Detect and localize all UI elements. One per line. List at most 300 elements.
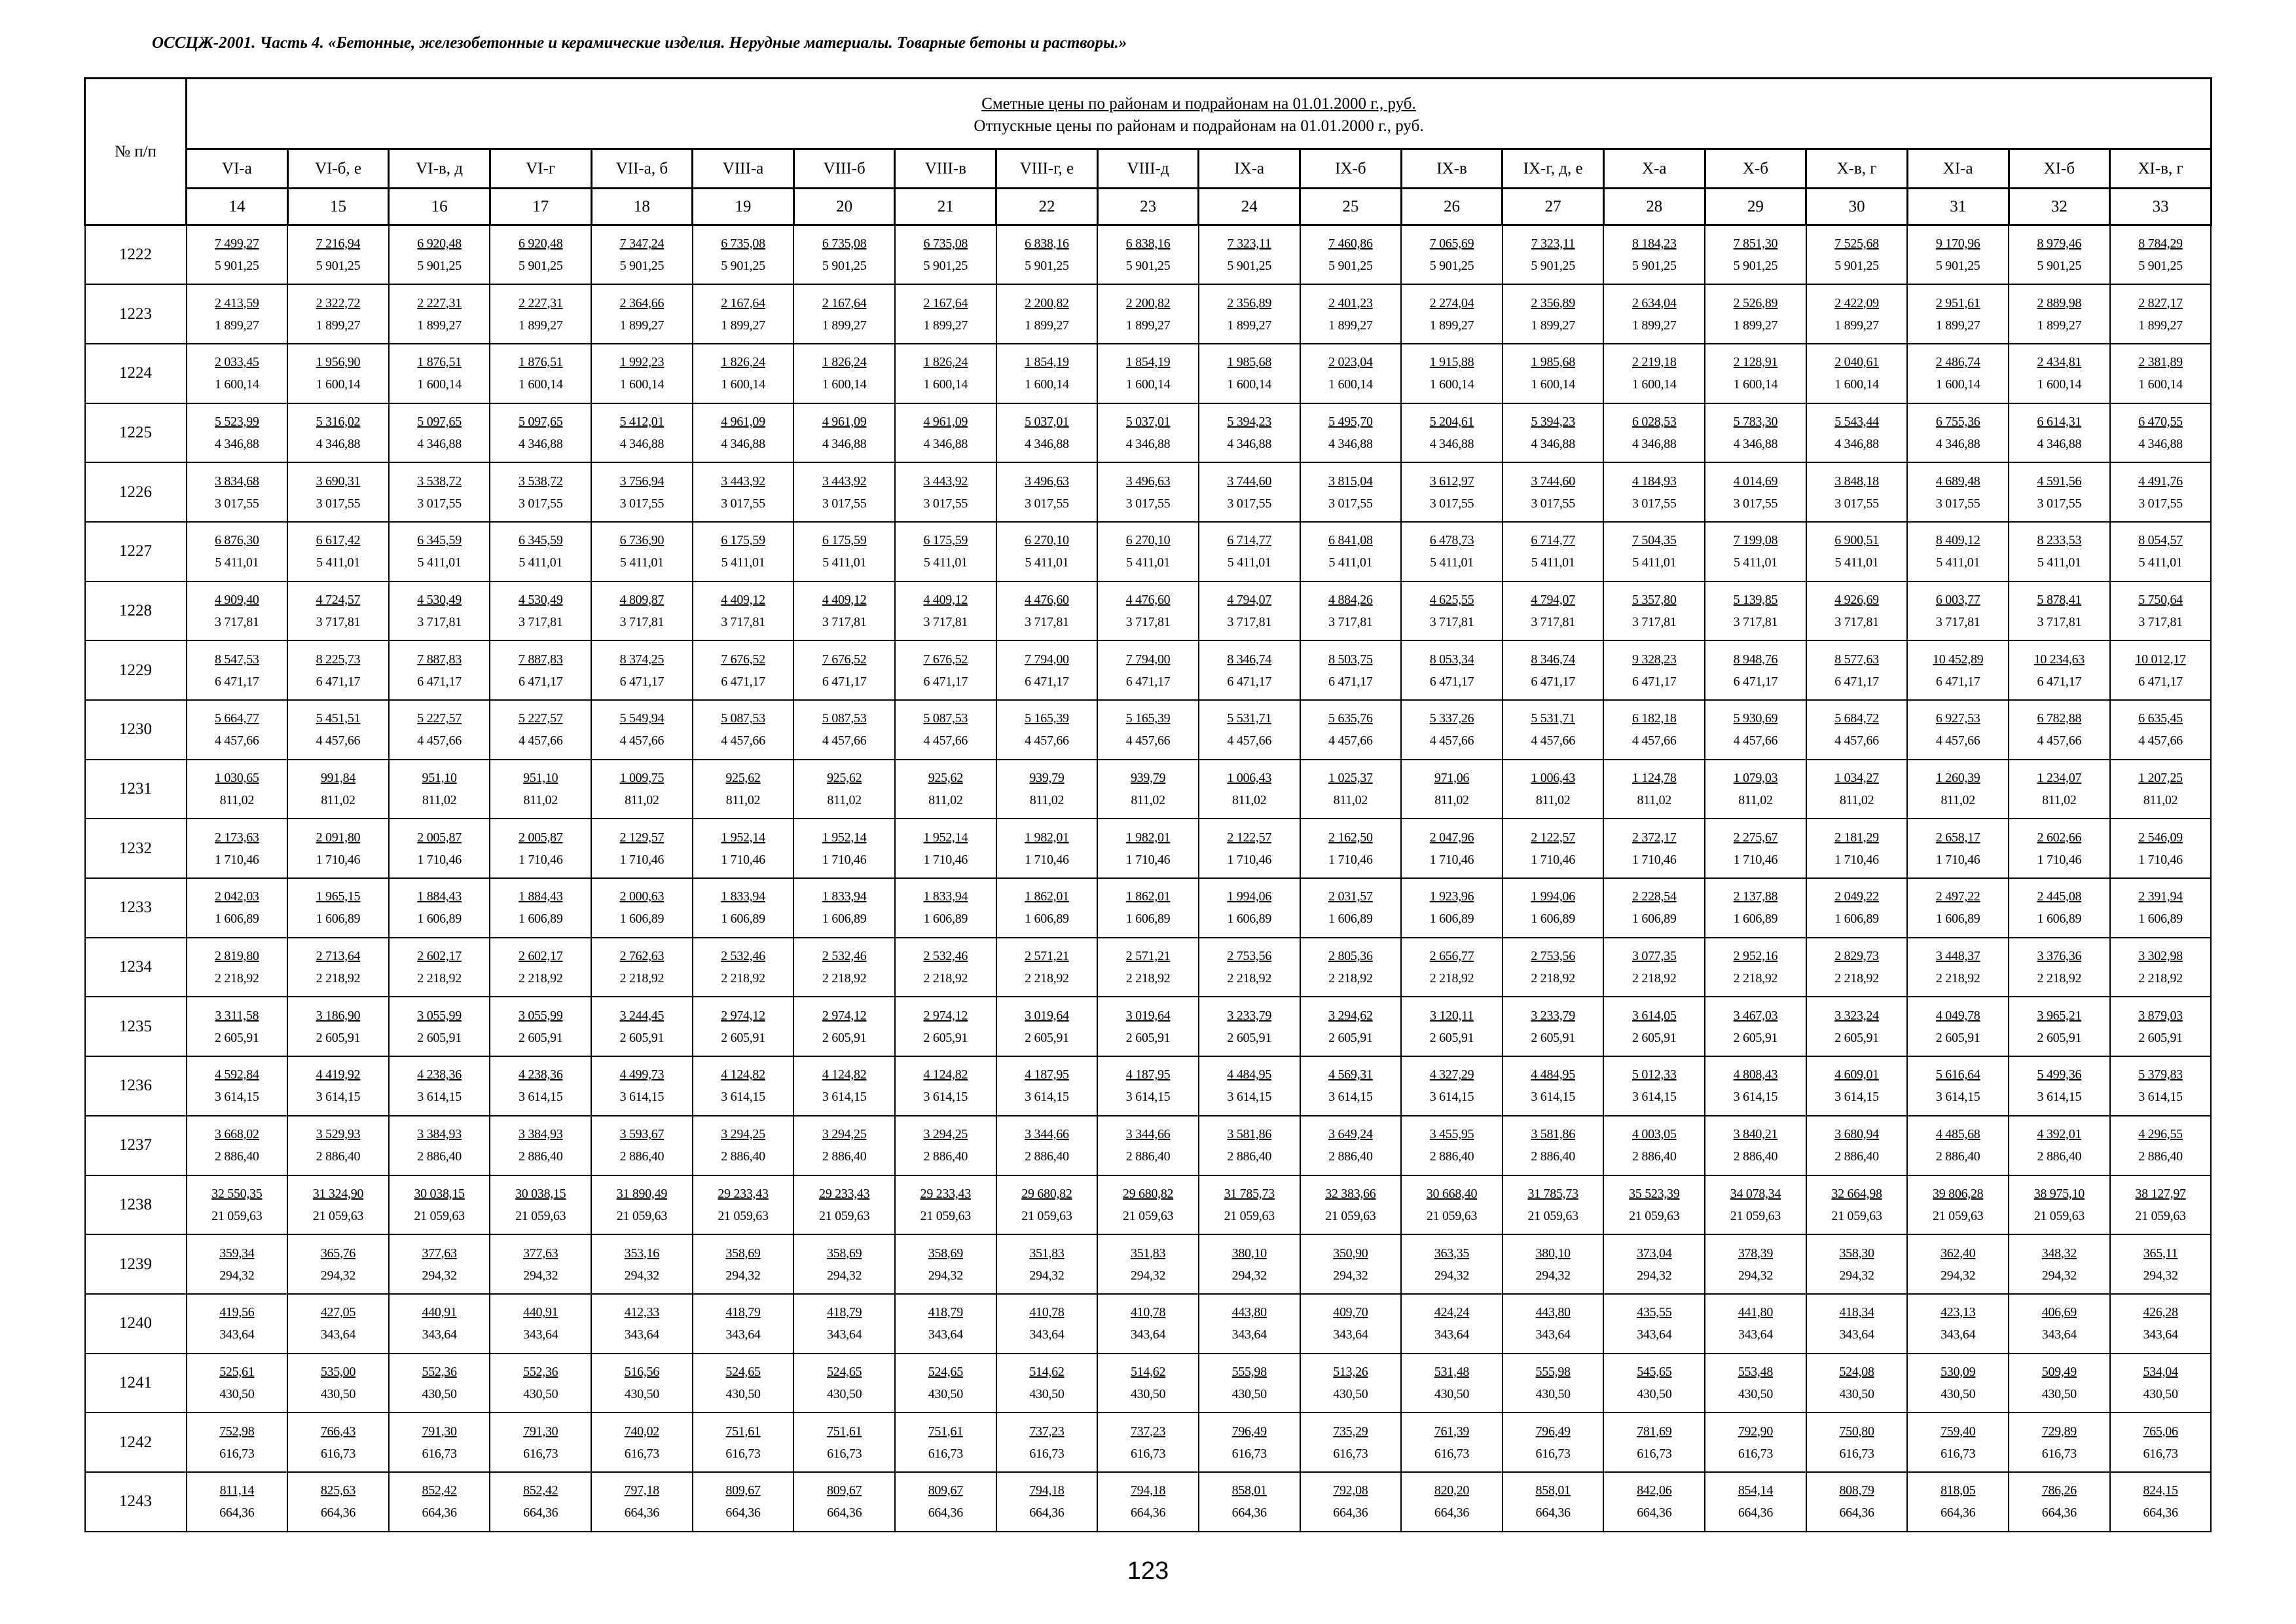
- estimated-price: 2 753,56: [1227, 949, 1272, 964]
- estimated-price: 820,20: [1434, 1483, 1470, 1498]
- release-price: 811,02: [1333, 793, 1368, 808]
- price-cell: [2009, 1294, 2110, 1354]
- release-price: 6 471,17: [2138, 674, 2183, 689]
- price-cell: [793, 760, 895, 819]
- release-price: 3 717,81: [417, 614, 462, 629]
- estimated-price: 796,49: [1535, 1424, 1571, 1439]
- row-number: 1228: [85, 581, 187, 641]
- estimated-price: 2 497,22: [1935, 889, 1980, 904]
- release-price: 811,02: [523, 793, 558, 808]
- estimated-price: 5 165,39: [1125, 711, 1171, 726]
- release-price: 5 901,25: [1531, 259, 1575, 274]
- estimated-price: 3 019,64: [1025, 1008, 1069, 1023]
- estimated-price: 2 122,57: [1531, 830, 1575, 845]
- price-cell: [287, 403, 389, 463]
- price-cell: [389, 640, 490, 700]
- release-price: 811,02: [2042, 793, 2077, 808]
- price-cell: [895, 997, 996, 1056]
- price-cell: [1199, 403, 1300, 463]
- price-cell: [793, 1412, 895, 1472]
- price-cell: [1806, 1234, 1908, 1294]
- price-cell: [490, 225, 591, 285]
- price-cell: [895, 225, 996, 285]
- release-price: 1 899,27: [518, 318, 563, 333]
- release-price: 5 901,25: [1631, 259, 1677, 274]
- release-price: 1 710,46: [1733, 852, 1778, 867]
- release-price: 3 614,15: [1227, 1090, 1272, 1105]
- estimated-price: 3 055,99: [417, 1008, 462, 1023]
- region-header: VI-б, е: [287, 149, 389, 189]
- price-cell: [490, 344, 591, 403]
- estimated-price: 3 384,93: [518, 1127, 563, 1142]
- estimated-price: 1 124,78: [1631, 771, 1677, 786]
- release-price: 3 614,15: [316, 1090, 361, 1105]
- region-header: X-в, г: [1806, 149, 1908, 189]
- price-cell: [1503, 1175, 1604, 1235]
- release-price: 1 606,89: [316, 912, 361, 927]
- release-price: 3 614,15: [1834, 1090, 1879, 1105]
- release-price: 4 457,66: [822, 733, 867, 748]
- price-cell: [591, 284, 693, 344]
- release-price: 2 218,92: [417, 971, 462, 986]
- price-cell: [793, 1056, 895, 1116]
- table-row: [85, 284, 2212, 344]
- estimated-price: 1 260,39: [1935, 771, 1980, 786]
- estimated-price: 1 992,23: [619, 355, 665, 370]
- release-price: 3 717,81: [1025, 614, 1069, 629]
- release-price: 1 710,46: [518, 852, 563, 867]
- release-price: 2 218,92: [1025, 971, 1069, 986]
- price-cell: [287, 700, 389, 760]
- release-price: 430,50: [2143, 1386, 2178, 1401]
- estimated-price: 365,76: [320, 1246, 356, 1261]
- price-cell: [895, 1175, 996, 1235]
- price-cell: [1705, 1234, 1806, 1294]
- price-cell: [490, 403, 591, 463]
- release-price: 6 471,17: [1025, 674, 1069, 689]
- release-price: 1 710,46: [1125, 852, 1171, 867]
- release-price: 343,64: [1637, 1327, 1672, 1342]
- price-cell: [793, 640, 895, 700]
- release-price: 1 600,14: [1025, 377, 1069, 392]
- release-price: 5 901,25: [1429, 259, 1474, 274]
- column-number: 19: [693, 189, 794, 225]
- estimated-price: 7 794,00: [1025, 652, 1069, 667]
- release-price: 811,02: [1535, 793, 1571, 808]
- price-cell: [490, 581, 591, 641]
- row-number: 1241: [85, 1354, 187, 1413]
- estimated-price: 2 091,80: [316, 830, 361, 845]
- release-price: 664,36: [1535, 1505, 1571, 1521]
- price-cell: [1401, 1294, 1503, 1354]
- price-cell: [1806, 1412, 1908, 1472]
- release-price: 430,50: [725, 1386, 761, 1401]
- price-cell: [1705, 1116, 1806, 1175]
- estimated-price: 31 785,73: [1224, 1186, 1275, 1201]
- price-cell: [693, 284, 794, 344]
- estimated-price: 524,65: [725, 1364, 761, 1379]
- release-price: 4 346,88: [1429, 436, 1474, 451]
- price-cell: [996, 1175, 1098, 1235]
- estimated-price: 4 484,95: [1531, 1067, 1575, 1082]
- release-price: 430,50: [928, 1386, 963, 1401]
- price-cell: [1705, 581, 1806, 641]
- release-price: 1 899,27: [1631, 318, 1677, 333]
- price-cell: [2009, 1472, 2110, 1532]
- estimated-price: 514,62: [1029, 1364, 1065, 1379]
- estimated-price: 5 037,01: [1125, 414, 1171, 429]
- release-price: 3 017,55: [2037, 496, 2082, 511]
- price-cell: [490, 1175, 591, 1235]
- estimated-price: 5 087,53: [822, 711, 867, 726]
- price-cell: [591, 1412, 693, 1472]
- release-price: 616,73: [928, 1446, 963, 1461]
- price-cell: [1503, 1354, 1604, 1413]
- estimated-price: 6 714,77: [1531, 533, 1575, 548]
- price-cell: [2009, 997, 2110, 1056]
- estimated-price: 5 012,33: [1631, 1067, 1677, 1082]
- price-cell: [996, 700, 1098, 760]
- price-cell: [1401, 878, 1503, 938]
- estimated-price: 2 137,88: [1733, 889, 1778, 904]
- price-cell: [287, 938, 389, 997]
- price-cell: [1097, 225, 1199, 285]
- price-cell: [1806, 1354, 1908, 1413]
- price-cell: [1806, 700, 1908, 760]
- column-number: 23: [1097, 189, 1199, 225]
- estimated-price: 4 794,07: [1531, 592, 1575, 607]
- price-cell: [2110, 1294, 2212, 1354]
- price-cell: [287, 878, 389, 938]
- estimated-price: 858,01: [1535, 1483, 1571, 1498]
- estimated-price: 2 033,45: [215, 355, 259, 370]
- estimated-price: 8 547,53: [215, 652, 259, 667]
- price-cell: [1300, 1294, 1402, 1354]
- running-head: ОССЦЖ-2001. Часть 4. «Бетонные, железобетонные и керамические изделия. Нерудные материалы. Товарные бетоны и растворы.»: [152, 34, 1127, 52]
- estimated-price: 3 233,79: [1227, 1008, 1272, 1023]
- release-price: 4 457,66: [1125, 733, 1171, 748]
- release-price: 1 606,89: [1531, 912, 1575, 927]
- estimated-price: 2 381,89: [2138, 355, 2183, 370]
- price-cell: [187, 760, 288, 819]
- estimated-price: 3 538,72: [417, 473, 462, 489]
- region-header: VI-в, д: [389, 149, 490, 189]
- estimated-price: 7 323,11: [1531, 236, 1575, 251]
- estimated-price: 5 165,39: [1025, 711, 1069, 726]
- estimated-price: 406,69: [2041, 1305, 2077, 1320]
- estimated-price: 4 238,36: [417, 1067, 462, 1082]
- price-cell: [996, 581, 1098, 641]
- release-price: 1 606,89: [822, 912, 867, 927]
- estimated-price: 380,10: [1231, 1246, 1267, 1261]
- release-price: 294,32: [422, 1268, 457, 1283]
- release-price: 4 346,88: [1733, 436, 1778, 451]
- estimated-price: 3 294,25: [721, 1127, 765, 1142]
- price-cell: [187, 462, 288, 522]
- price-cell: [1705, 878, 1806, 938]
- release-price: 1 600,14: [417, 377, 462, 392]
- release-price: 343,64: [1535, 1327, 1571, 1342]
- release-price: 811,02: [1637, 793, 1672, 808]
- estimated-price: 1 994,06: [1227, 889, 1272, 904]
- price-cell: [1705, 344, 1806, 403]
- estimated-price: 530,09: [1941, 1364, 1976, 1379]
- estimated-price: 1 833,94: [923, 889, 968, 904]
- release-price: 616,73: [320, 1446, 356, 1461]
- price-cell: [693, 403, 794, 463]
- release-price: 21 059,63: [1122, 1208, 1174, 1223]
- estimated-price: 3 384,93: [417, 1127, 462, 1142]
- price-cell: [2110, 1472, 2212, 1532]
- release-price: 1 710,46: [1834, 852, 1879, 867]
- release-price: 343,64: [1434, 1327, 1470, 1342]
- estimated-price: 794,18: [1029, 1483, 1065, 1498]
- price-cell: [1705, 997, 1806, 1056]
- price-cell: [1806, 760, 1908, 819]
- release-price: 343,64: [2143, 1327, 2178, 1342]
- price-cell: [1603, 581, 1705, 641]
- release-price: 3 614,15: [1531, 1090, 1575, 1105]
- estimated-price: 2 005,87: [417, 830, 462, 845]
- price-cell: [996, 1472, 1098, 1532]
- release-price: 664,36: [928, 1505, 963, 1521]
- release-price: 616,73: [1535, 1446, 1571, 1461]
- release-price: 3 017,55: [1631, 496, 1677, 511]
- release-price: 6 471,17: [518, 674, 563, 689]
- release-price: 2 886,40: [721, 1149, 765, 1164]
- estimated-price: 4 476,60: [1125, 592, 1171, 607]
- estimated-price: 4 609,01: [1834, 1067, 1879, 1082]
- price-cell: [1401, 819, 1503, 878]
- price-cell: [1603, 1294, 1705, 1354]
- release-price: 3 017,55: [1935, 496, 1980, 511]
- estimated-price: 6 635,45: [2138, 711, 2183, 726]
- estimated-price: 2 391,94: [2138, 889, 2183, 904]
- release-price: 5 411,01: [721, 555, 765, 570]
- release-price: 2 605,91: [1834, 1030, 1879, 1045]
- price-cell: [187, 1412, 288, 1472]
- region-header: VII-а, б: [591, 149, 693, 189]
- price-cell: [2110, 284, 2212, 344]
- price-cell: [591, 1116, 693, 1175]
- price-cell: [1097, 581, 1199, 641]
- estimated-price: 31 324,90: [312, 1186, 364, 1201]
- price-cell: [996, 284, 1098, 344]
- estimated-price: 4 961,09: [721, 414, 765, 429]
- price-cell: [895, 403, 996, 463]
- release-price: 1 606,89: [1834, 912, 1879, 927]
- release-price: 4 457,66: [1429, 733, 1474, 748]
- estimated-price: 951,10: [422, 771, 457, 786]
- price-cell: [1401, 640, 1503, 700]
- price-cell: [187, 938, 288, 997]
- estimated-price: 5 616,64: [1935, 1067, 1980, 1082]
- release-price: 3 614,15: [2037, 1090, 2082, 1105]
- row-number: 1227: [85, 522, 187, 581]
- price-cell: [693, 1294, 794, 1354]
- estimated-price: 552,36: [523, 1364, 558, 1379]
- region-header: X-б: [1705, 149, 1806, 189]
- price-cell: [793, 1472, 895, 1532]
- estimated-price: 2 356,89: [1227, 295, 1272, 310]
- release-price: 3 017,55: [923, 496, 968, 511]
- release-price: 2 886,40: [1631, 1149, 1677, 1164]
- estimated-price: 852,42: [422, 1483, 457, 1498]
- release-price: 430,50: [1029, 1386, 1065, 1401]
- price-cell: [693, 1234, 794, 1294]
- release-price: 811,02: [219, 793, 255, 808]
- price-cell: [895, 344, 996, 403]
- estimated-price: 2 486,74: [1935, 355, 1980, 370]
- price-cell: [389, 1294, 490, 1354]
- release-price: 1 606,89: [1733, 912, 1778, 927]
- price-cell: [1199, 581, 1300, 641]
- release-price: 811,02: [1839, 793, 1874, 808]
- price-cell: [1907, 1056, 2009, 1116]
- release-price: 4 346,88: [923, 436, 968, 451]
- release-price: 1 600,14: [1631, 377, 1677, 392]
- release-price: 1 710,46: [2037, 852, 2082, 867]
- estimated-price: 6 270,10: [1125, 533, 1171, 548]
- price-cell: [1503, 1294, 1604, 1354]
- estimated-price: 1 876,51: [518, 355, 563, 370]
- estimated-price: 5 878,41: [2037, 592, 2082, 607]
- release-price: 1 710,46: [1631, 852, 1677, 867]
- estimated-price: 2 827,17: [2138, 295, 2183, 310]
- price-cell: [1401, 1472, 1503, 1532]
- estimated-price: 1 009,75: [619, 771, 665, 786]
- table-row: [85, 462, 2212, 522]
- release-price: 2 605,91: [518, 1030, 563, 1045]
- price-cell: [1300, 760, 1402, 819]
- release-price: 6 471,17: [1227, 674, 1272, 689]
- release-price: 616,73: [827, 1446, 862, 1461]
- region-header: VI-г: [490, 149, 591, 189]
- estimated-price: 2 122,57: [1227, 830, 1272, 845]
- price-cell: [2009, 938, 2110, 997]
- release-price: 3 017,55: [619, 496, 665, 511]
- estimated-price: 362,40: [1941, 1246, 1976, 1261]
- estimated-price: 555,98: [1231, 1364, 1267, 1379]
- release-price: 2 218,92: [923, 971, 968, 986]
- release-price: 2 886,40: [316, 1149, 361, 1164]
- estimated-price: 2 219,18: [1631, 355, 1677, 370]
- estimated-price: 2 047,96: [1429, 830, 1474, 845]
- release-price: 3 614,15: [1429, 1090, 1474, 1105]
- estimated-price: 30 038,15: [414, 1186, 465, 1201]
- table-row: [85, 581, 2212, 641]
- price-cell: [1199, 462, 1300, 522]
- release-price: 2 605,91: [417, 1030, 462, 1045]
- column-number: 16: [389, 189, 490, 225]
- release-price: 4 457,66: [1834, 733, 1879, 748]
- release-price: 430,50: [1231, 1386, 1267, 1401]
- estimated-price: 3 668,02: [215, 1127, 259, 1142]
- price-cell: [389, 581, 490, 641]
- release-price: 1 899,27: [417, 318, 462, 333]
- estimated-price: 363,35: [1434, 1246, 1470, 1261]
- release-price: 664,36: [624, 1505, 659, 1521]
- release-price: 5 901,25: [619, 259, 665, 274]
- price-cell: [1603, 522, 1705, 581]
- estimated-price: 2 023,04: [1328, 355, 1373, 370]
- estimated-price: 5 357,80: [1631, 592, 1677, 607]
- estimated-price: 4 392,01: [2037, 1127, 2082, 1142]
- estimated-price: 7 216,94: [316, 236, 361, 251]
- estimated-price: 3 834,68: [215, 473, 259, 489]
- region-header: IX-г, д, е: [1503, 149, 1604, 189]
- estimated-price: 792,08: [1333, 1483, 1368, 1498]
- release-price: 811,02: [2143, 793, 2178, 808]
- release-price: 1 600,14: [316, 377, 361, 392]
- price-cell: [490, 878, 591, 938]
- price-cell: [591, 522, 693, 581]
- release-price: 6 471,17: [316, 674, 361, 689]
- release-price: 430,50: [1941, 1386, 1976, 1401]
- release-price: 2 218,92: [1631, 971, 1677, 986]
- release-price: 21 059,63: [1933, 1208, 1984, 1223]
- release-price: 811,02: [1231, 793, 1267, 808]
- price-cell: [996, 878, 1098, 938]
- release-price: 1 899,27: [822, 318, 867, 333]
- estimated-price: 1 876,51: [417, 355, 462, 370]
- estimated-price: 6 175,59: [923, 533, 968, 548]
- estimated-price: 5 499,36: [2037, 1067, 2082, 1082]
- release-price: 5 411,01: [822, 555, 867, 570]
- estimated-price: 2 889,98: [2037, 295, 2082, 310]
- estimated-price: 29 233,43: [819, 1186, 870, 1201]
- price-cell: [187, 1354, 288, 1413]
- release-price: 4 457,66: [1733, 733, 1778, 748]
- price-cell: [1603, 1412, 1705, 1472]
- estimated-price: 545,65: [1637, 1364, 1672, 1379]
- price-cell: [1503, 344, 1604, 403]
- estimated-price: 3 294,25: [923, 1127, 968, 1142]
- estimated-price: 2 364,66: [619, 295, 665, 310]
- release-price: 5 901,25: [1025, 259, 1069, 274]
- estimated-price: 1 965,15: [316, 889, 361, 904]
- release-price: 1 710,46: [1935, 852, 1980, 867]
- estimated-price: 8 054,57: [2138, 533, 2183, 548]
- release-price: 616,73: [1637, 1446, 1672, 1461]
- estimated-price: 751,61: [827, 1424, 862, 1439]
- release-price: 6 471,17: [215, 674, 259, 689]
- release-price: 664,36: [219, 1505, 255, 1521]
- estimated-price: 740,02: [624, 1424, 659, 1439]
- release-price: 1 899,27: [215, 318, 259, 333]
- estimated-price: 6 175,59: [721, 533, 765, 548]
- estimated-price: 8 184,23: [1631, 236, 1677, 251]
- estimated-price: 6 614,31: [2037, 414, 2082, 429]
- estimated-price: 791,30: [523, 1424, 558, 1439]
- estimated-price: 2 181,29: [1834, 830, 1879, 845]
- estimated-price: 7 499,27: [215, 236, 259, 251]
- release-price: 4 346,88: [1125, 436, 1171, 451]
- price-cell: [591, 344, 693, 403]
- price-cell: [1603, 403, 1705, 463]
- row-number: 1238: [85, 1175, 187, 1235]
- release-price: 2 886,40: [923, 1149, 968, 1164]
- row-number: 1222: [85, 225, 187, 285]
- price-cell: [389, 700, 490, 760]
- price-cell: [389, 819, 490, 878]
- estimated-price: 2 805,36: [1328, 949, 1373, 964]
- estimated-price: 2 952,16: [1733, 949, 1778, 964]
- table-row: [85, 1472, 2212, 1532]
- estimated-price: 2 819,80: [215, 949, 259, 964]
- release-price: 5 411,01: [519, 555, 563, 570]
- estimated-price: 761,39: [1434, 1424, 1470, 1439]
